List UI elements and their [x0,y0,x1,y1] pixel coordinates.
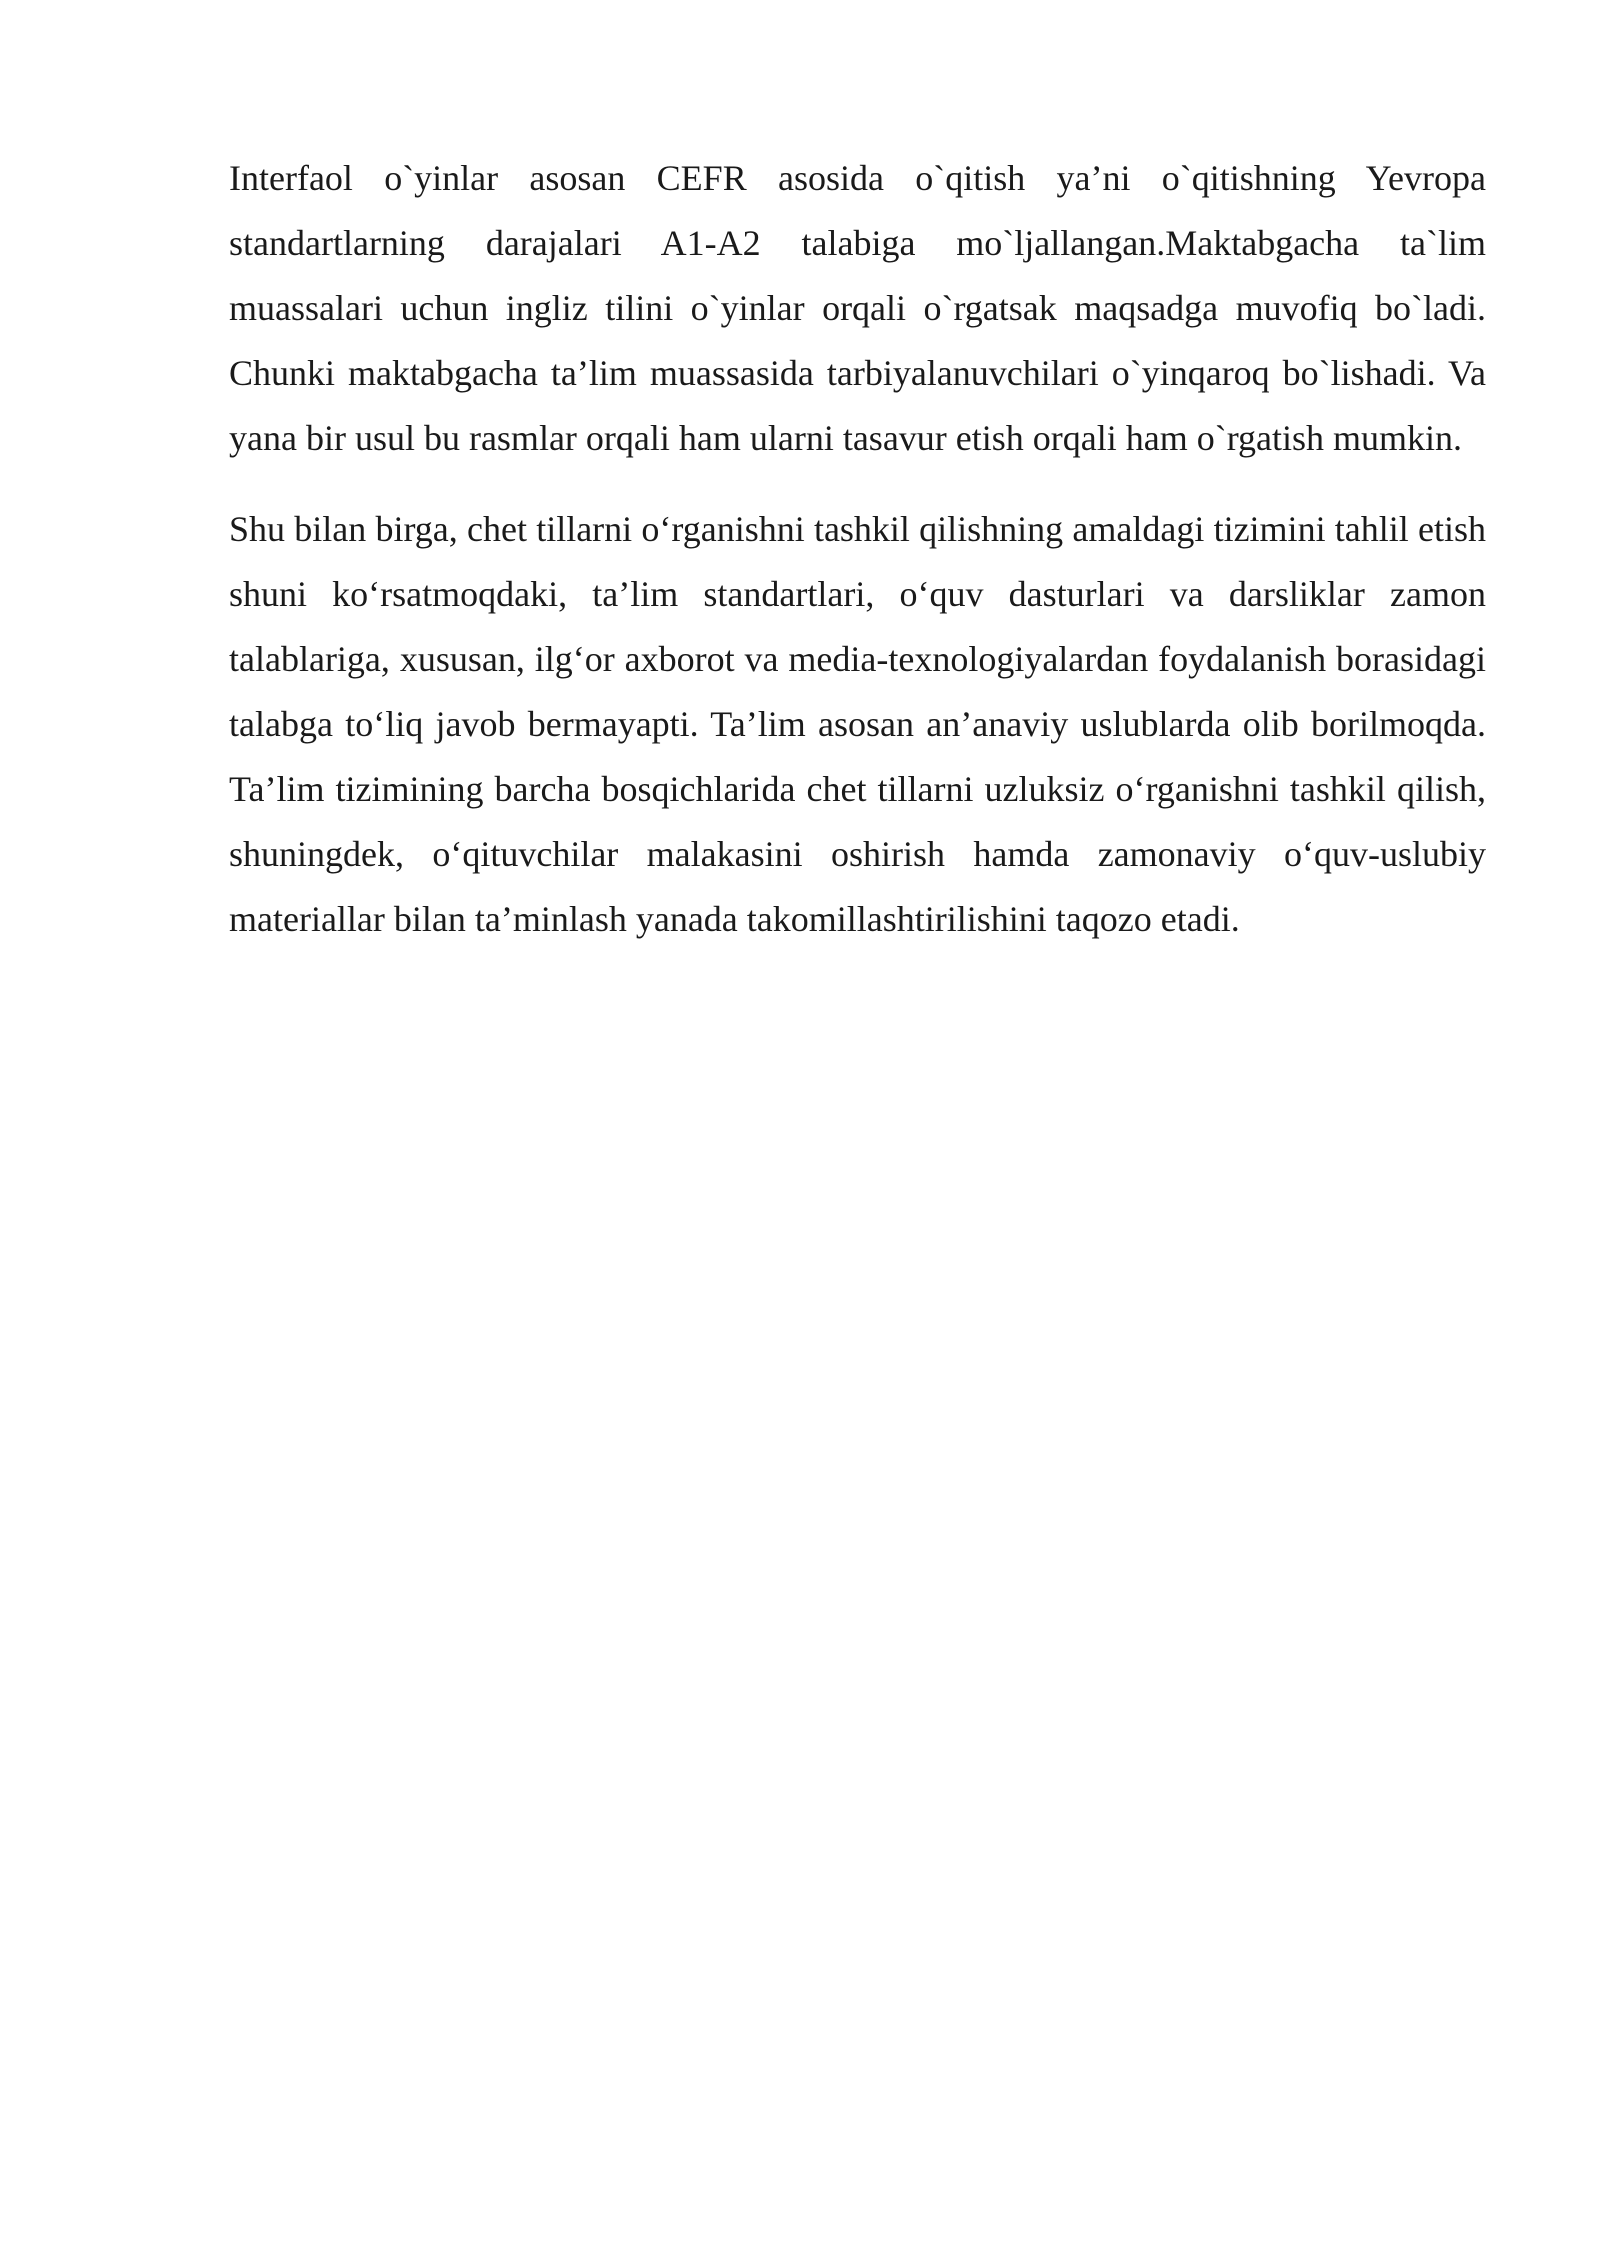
document-body [229,146,1486,978]
paragraph-2: Shu bilan birga, chet tillarni o‘rganishni tashkil qilishning amaldagi tizimini tahlil etish shuni ko‘rsatmoqdaki, ta’lim standartlari, o‘quv dasturlari va darsliklar zamon talablariga, xususan, ilg‘or axborot va media-texnologiyalardan foydalanish borasidagi talabga to‘liq javob bermayapti. Ta’lim asosan an’anaviy uslublarda olib borilmoqda. Ta’lim tizimining barcha bosqichlarida chet tillarni uzluksiz o‘rganishni tashkil qilish, shuningdek, o‘qituvchilar malakasini oshirish hamda zamonaviy o‘quv-uslubiy materiallar bilan ta’minlash yanada takomillashtirilishini taqozo etadi. [229,509,1486,939]
paragraph-1: Interfaol o`yinlar asosan CEFR asosida o`qitish ya’ni o`qitishning Yevropa standartlarning darajalari A1-A2 talabiga mo`ljallangan.Maktabgacha ta`lim muassalari uchun ingliz tilini o`yinlar orqali o`rgatsak maqsadga muvofiq bo`ladi. Chunki maktabgacha ta’lim muassasida tarbiyalanuvchilari o`yinqaroq bo`lishadi. Va yana bir usul bu rasmlar orqali ham ularni tasavur etish orqali ham o`rgatish mumkin. [229,158,1486,458]
